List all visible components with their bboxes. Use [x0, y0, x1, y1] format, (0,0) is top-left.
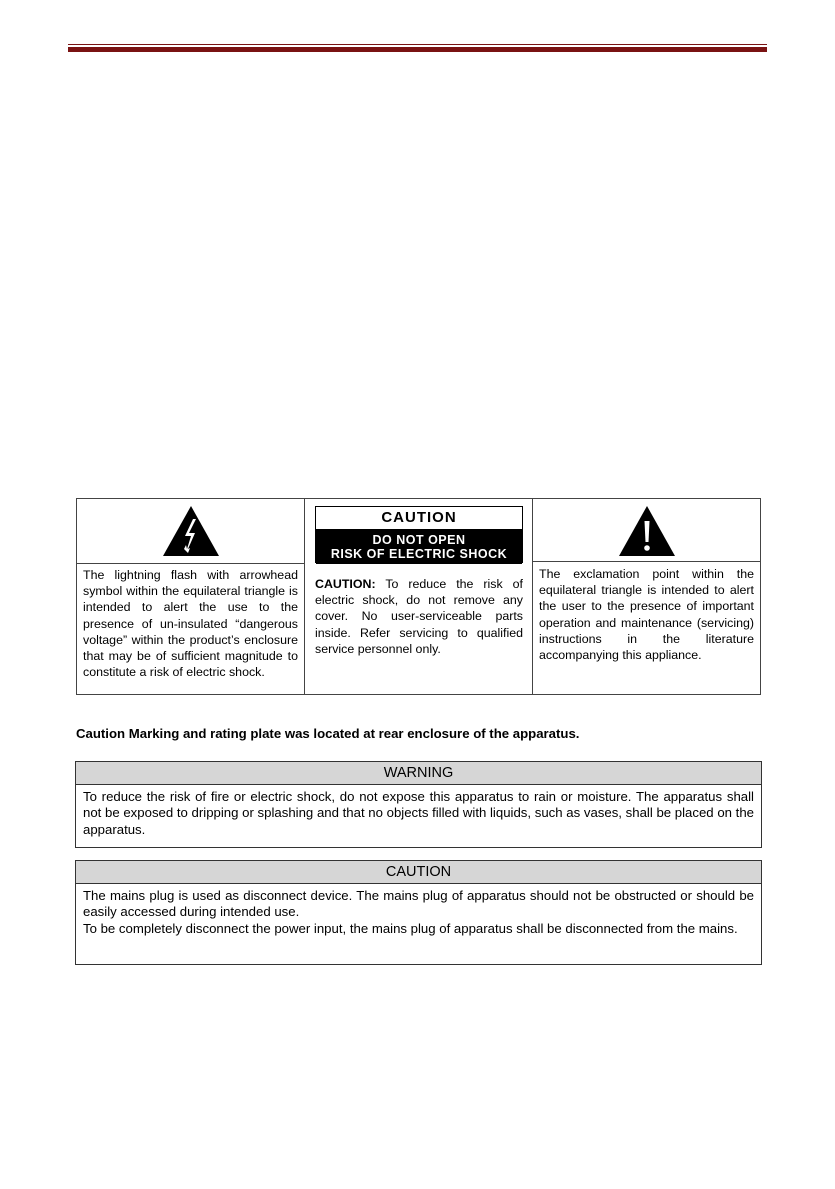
caution-body-line1: The mains plug is used as disconnect device. The mains plug of apparatus should not be obstructed or should be easily accessed during intended use. [83, 888, 754, 920]
caution-title: CAUTION [76, 861, 761, 884]
caution-description-text: To reduce the risk of electric shock, do not remove any cover. No user-serviceable parts inside. Refer servicing to qualified service personnel only. [315, 577, 523, 656]
caution-body [76, 884, 761, 941]
safety-symbols-table [76, 498, 761, 695]
caution-label-title: CAUTION [316, 507, 522, 531]
warning-title: WARNING [76, 762, 761, 785]
warning-box [75, 761, 762, 848]
caution-label-warning [316, 531, 522, 564]
caution-description-lead: CAUTION: [315, 577, 376, 591]
symbol-cell-lightning [77, 499, 305, 695]
exclamation-description: The exclamation point within the equilateral triangle is intended to alert the user to the presence of important operation and maintenance (servicing) instructions in the literature accompanying this appliance. [539, 567, 754, 663]
caution-label [315, 506, 523, 563]
symbol-divider [77, 563, 304, 564]
header-rule [68, 44, 767, 52]
caution-description [315, 576, 523, 657]
exclamation-triangle-icon [618, 505, 676, 557]
header-rule-thin [68, 44, 767, 45]
caution-box [75, 860, 762, 965]
symbol-cell-caution-label [305, 499, 533, 695]
header-rule-thick [68, 47, 767, 52]
lightning-triangle-icon [162, 505, 220, 557]
symbol-divider [533, 561, 760, 562]
warning-body: To reduce the risk of fire or electric shock, do not expose this apparatus to rain or moisture. The apparatus shall not be exposed to dripping or splashing and that no objects filled with liquids, such as vases, shall be placed on the apparatus. [83, 789, 754, 837]
marking-note: Caution Marking and rating plate was located at rear enclosure of the apparatus. [76, 726, 580, 741]
caution-label-line2: RISK OF ELECTRIC SHOCK [330, 547, 508, 561]
symbol-cell-exclamation [533, 499, 761, 695]
caution-label-line1: DO NOT OPEN [372, 533, 466, 547]
caution-body-line2: To be completely disconnect the power input, the mains plug of apparatus shall be disconnected from the mains. [83, 920, 738, 936]
lightning-description: The lightning flash with arrowhead symbol within the equilateral triangle is intended to alert the use to the presence of un-insulated “dangerous voltage” within the product’s enclosure that may be of sufficient magnitude to constitute a risk of electric shock. [83, 568, 298, 680]
